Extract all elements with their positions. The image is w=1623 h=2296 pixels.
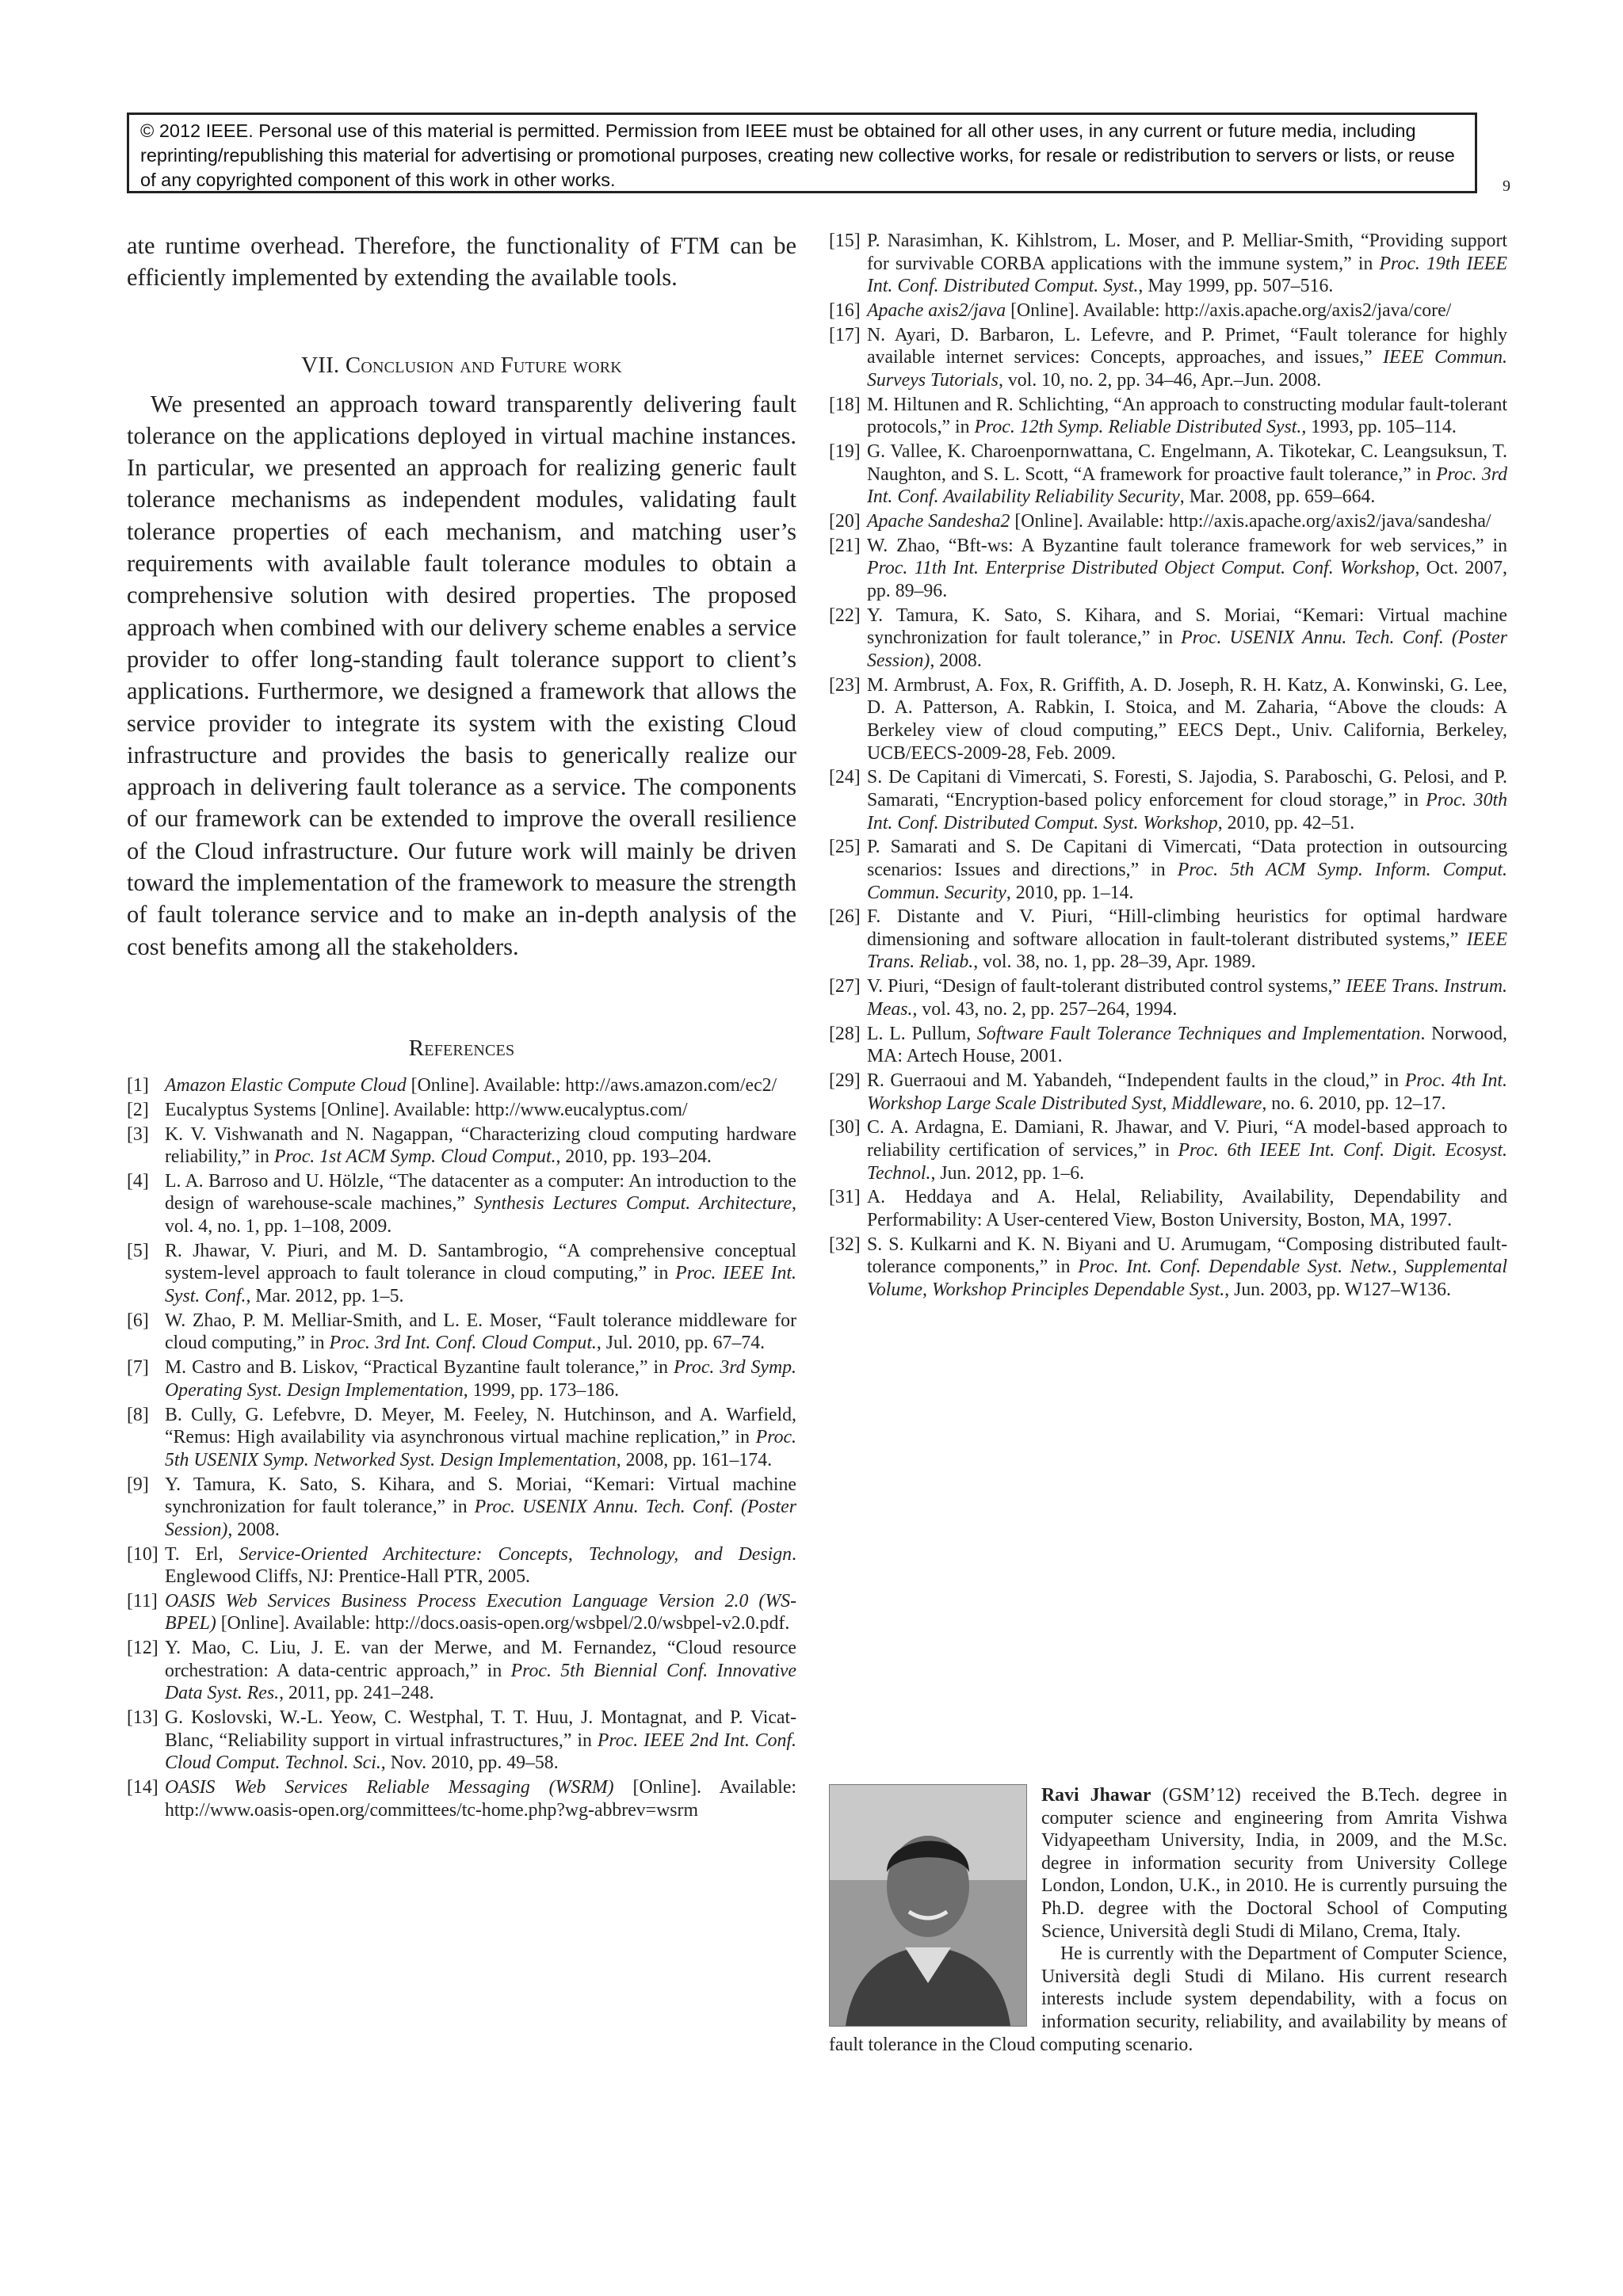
reference-segment: R. Jhawar, V. Piuri, and M. D. Santambrogio, “A comprehensive conceptual system-level approach to fault tolerance in cloud computing,” in bbox=[165, 1240, 796, 1284]
reference-item bbox=[127, 1170, 796, 1238]
reference-text bbox=[867, 441, 1507, 509]
reference-segment: L. L. Pullum, bbox=[867, 1023, 977, 1044]
reference-venue: Proc. USENIX Annu. Tech. Conf. (Poster Session) bbox=[867, 627, 1507, 671]
copyright-notice-text: © 2012 IEEE. Personal use of this material is permitted. Permission from IEEE must be obtained for all other uses, in any current or future media, including reprinting/republishing this material for advertising or promotional purposes, creating new collective works, for resale or redistribution to servers or lists, or reuse of any copyrighted component of this work in other works. bbox=[140, 120, 1455, 190]
reference-item bbox=[829, 1234, 1507, 1302]
reference-segment: G. Vallee, K. Charoenpornwattana, C. Engelmann, A. Tikotekar, C. Leangsuksun, T. Naughton, and S. L. Scott, “A framework for proactive fault tolerance,” in bbox=[867, 441, 1507, 485]
reference-text bbox=[165, 1099, 796, 1122]
conclusion-number: VII. bbox=[301, 352, 340, 378]
reference-text bbox=[867, 299, 1507, 322]
reference-segment: , May 1999, pp. 507–516. bbox=[1138, 276, 1334, 297]
reference-text bbox=[867, 766, 1507, 834]
reference-venue: Service-Oriented Architecture: Concepts, Technology, and Design bbox=[239, 1543, 792, 1565]
reference-item bbox=[829, 975, 1507, 1020]
reference-number: [32] bbox=[829, 1234, 861, 1255]
reference-item bbox=[829, 324, 1507, 392]
intro-paragraph: ate runtime overhead. Therefore, the functionality of FTM can be efficiently implemented by extending the available tools. bbox=[127, 232, 796, 292]
author-name: Ravi Jhawar bbox=[1041, 1785, 1151, 1806]
reference-venue: Proc. IEEE Int. Syst. Conf. bbox=[165, 1263, 796, 1307]
left-column bbox=[127, 230, 796, 1824]
reference-text bbox=[867, 1234, 1507, 1302]
reference-number: [19] bbox=[829, 441, 861, 463]
reference-segment: Eucalyptus Systems [Online]. Available: http://www.eucalyptus.com/ bbox=[165, 1099, 688, 1120]
reference-venue: OASIS Web Services Business Process Execution Language Version 2.0 (WS-BPEL) bbox=[165, 1590, 796, 1634]
reference-item bbox=[829, 1023, 1507, 1068]
reference-segment: M. Hiltunen and R. Schlichting, “An approach to constructing modular fault-tolerant protocols,” in bbox=[867, 394, 1507, 438]
reference-text bbox=[867, 975, 1507, 1020]
reference-text bbox=[867, 906, 1507, 974]
reference-venue: Proc. 5th USENIX Symp. Networked Syst. Design Implementation bbox=[165, 1427, 796, 1470]
reference-number: [7] bbox=[127, 1357, 149, 1379]
reference-venue: Proc. 6th IEEE Int. Conf. Digit. Ecosyst. Technol. bbox=[867, 1139, 1507, 1184]
reference-item bbox=[829, 510, 1507, 533]
reference-segment: , vol. 43, no. 2, pp. 257–264, 1994. bbox=[912, 998, 1178, 1020]
reference-number: [4] bbox=[127, 1170, 149, 1192]
reference-segment: , Jun. 2012, pp. 1–6. bbox=[930, 1162, 1085, 1184]
reference-text bbox=[867, 510, 1507, 533]
reference-number: [23] bbox=[829, 674, 861, 696]
reference-item bbox=[829, 535, 1507, 603]
reference-number: [15] bbox=[829, 231, 861, 251]
reference-text bbox=[867, 836, 1507, 904]
reference-item bbox=[829, 299, 1507, 322]
reference-number: [27] bbox=[829, 976, 861, 997]
reference-text bbox=[867, 394, 1507, 439]
reference-segment: M. Armbrust, A. Fox, R. Griffith, A. D. Joseph, R. H. Katz, A. Konwinski, G. Lee, D. A. Patterson, A. Rabkin, I. Stoica, and M. Zaharia, “Above the clouds: A Berkeley view of cloud computing,” EECS Dept., Univ. California, Berkeley, UCB/EECS-2009-28, Feb. 2009. bbox=[867, 674, 1507, 764]
reference-venue: Proc. 5th ACM Symp. Inform. Comput. Commun. Security bbox=[867, 859, 1507, 903]
reference-segment: , 2008. bbox=[930, 650, 982, 671]
reference-segment: K. V. Vishwanath and N. Nagappan, “Characterizing cloud computing hardware reliability,” in bbox=[165, 1123, 796, 1168]
reference-segment: A. Heddaya and A. Helal, Reliability, Availability, Dependability and Performability: A User-centered View, Boston University, Boston, MA, 1997. bbox=[867, 1187, 1507, 1230]
reference-segment: Y. Tamura, K. Sato, S. Kihara, and S. Moriai, “Kemari: Virtual machine synchronization for fault tolerance,” in bbox=[867, 605, 1507, 649]
bio-paragraph-1-text: (GSM’12) received the B.Tech. degree in computer science and engineering from Amrita Vishwa Vidyapeetham University, India, in 2009, and the M.Sc. degree in information security from University College London, London, U.K., in 2010. He is currently pursuing the Ph.D. degree with the Doctoral School of Computing Science, Università degli Studi di Milano, Crema, Italy. bbox=[1041, 1785, 1507, 1942]
reference-text bbox=[165, 1356, 796, 1402]
copyright-notice-box bbox=[127, 113, 1477, 193]
reference-number: [26] bbox=[829, 906, 861, 928]
reference-number: [2] bbox=[127, 1099, 149, 1120]
reference-venue: Amazon Elastic Compute Cloud bbox=[165, 1074, 407, 1096]
reference-venue: IEEE Trans. Instrum. Meas. bbox=[867, 976, 1507, 1020]
reference-item bbox=[127, 1776, 796, 1821]
reference-number: [6] bbox=[127, 1310, 149, 1331]
reference-text bbox=[165, 1404, 796, 1472]
right-column bbox=[829, 230, 1507, 1303]
reference-number: [24] bbox=[829, 767, 861, 788]
reference-segment: [Online]. Available: http://docs.oasis-open.org/wsbpel/2.0/wsbpel-v2.0.pdf. bbox=[216, 1613, 790, 1634]
reference-segment: N. Ayari, D. Barbaron, L. Lefevre, and P. Primet, “Fault tolerance for highly available internet services: Concepts, approaches, and issues,” bbox=[867, 324, 1507, 368]
reference-number: [5] bbox=[127, 1240, 149, 1261]
reference-item bbox=[127, 1474, 796, 1542]
reference-segment: [Online]. Available: http://aws.amazon.com/ec2/ bbox=[406, 1074, 777, 1096]
reference-segment: , 2010, pp. 193–204. bbox=[556, 1146, 712, 1168]
reference-item bbox=[127, 1637, 796, 1705]
reference-text bbox=[165, 1543, 796, 1589]
reference-segment: B. Cully, G. Lefebvre, D. Meyer, M. Feeley, N. Hutchinson, and A. Warfield, “Remus: High availability via asynchronous virtual machine replication,” in bbox=[165, 1404, 796, 1448]
reference-text bbox=[165, 1123, 796, 1169]
reference-item bbox=[127, 1099, 796, 1122]
reference-number: [13] bbox=[127, 1707, 158, 1729]
reference-number: [16] bbox=[829, 299, 861, 321]
reference-text bbox=[165, 1590, 796, 1635]
reference-item bbox=[829, 394, 1507, 439]
page-number: 9 bbox=[1503, 177, 1510, 195]
reference-segment: V. Piuri, “Design of fault-tolerant distributed control systems,” bbox=[867, 976, 1346, 997]
reference-segment: S. De Capitani di Vimercati, S. Foresti, S. Jajodia, S. Paraboschi, G. Pelosi, and P. Samarati, “Encryption-based policy enforcement for cloud storage,” in bbox=[867, 767, 1507, 810]
reference-segment: R. Guerraoui and M. Yabandeh, “Independent faults in the cloud,” in bbox=[867, 1070, 1405, 1091]
reference-number: [8] bbox=[127, 1404, 149, 1425]
reference-venue: Proc. USENIX Annu. Tech. Conf. (Poster Session) bbox=[165, 1497, 796, 1540]
reference-segment: Y. Mao, C. Liu, J. E. van der Merwe, and M. Fernandez, “Cloud resource orchestration: A data-centric approach,” in bbox=[165, 1638, 796, 1681]
reference-segment: , 1999, pp. 173–186. bbox=[463, 1379, 620, 1401]
reference-list-right bbox=[829, 230, 1507, 1302]
reference-segment: F. Distante and V. Piuri, “Hill-climbing heuristics for optimal hardware dimensioning and software allocation in fault-tolerant distributed systems,” bbox=[867, 906, 1507, 950]
reference-segment: , vol. 38, no. 1, pp. 28–39, Apr. 1989. bbox=[973, 952, 1256, 973]
reference-item bbox=[127, 1310, 796, 1355]
reference-number: [22] bbox=[829, 605, 861, 626]
reference-venue: Proc. 12th Symp. Reliable Distributed Syst. bbox=[974, 417, 1302, 438]
reference-segment: , 2011, pp. 241–248. bbox=[279, 1683, 434, 1704]
reference-number: [14] bbox=[127, 1777, 158, 1798]
reference-item bbox=[127, 1123, 796, 1169]
reference-venue: Proc. 4th Int. Workshop Large Scale Distributed Syst, Middleware bbox=[867, 1070, 1507, 1114]
reference-text bbox=[867, 674, 1507, 765]
references-title: References bbox=[408, 1035, 515, 1061]
reference-item bbox=[127, 1074, 796, 1097]
reference-text bbox=[867, 230, 1507, 298]
reference-number: [11] bbox=[127, 1590, 158, 1611]
reference-item bbox=[829, 1186, 1507, 1231]
reference-venue: Proc. 5th Biennial Conf. Innovative Data Syst. Res. bbox=[165, 1660, 796, 1704]
reference-item bbox=[829, 230, 1507, 298]
reference-item bbox=[829, 674, 1507, 765]
reference-venue: Proc. 11th Int. Enterprise Distributed Object Comput. Conf. Workshop bbox=[867, 558, 1415, 579]
reference-text bbox=[867, 324, 1507, 392]
reference-segment: , Jun. 2003, pp. W127–W136. bbox=[1224, 1279, 1451, 1300]
reference-segment: [Online]. Available: http://axis.apache.org/axis2/java/core/ bbox=[1006, 299, 1452, 321]
reference-venue: OASIS Web Services Reliable Messaging (WSRM) bbox=[165, 1777, 614, 1798]
reference-venue: IEEE Commun. Surveys Tutorials bbox=[867, 347, 1507, 391]
reference-item bbox=[829, 766, 1507, 834]
reference-venue: Proc. 3rd Symp. Operating Syst. Design Implementation bbox=[165, 1357, 797, 1401]
reference-segment: P. Narasimhan, K. Kihlstrom, L. Moser, and P. Melliar-Smith, “Providing support for survivable CORBA applications with the immune system,” in bbox=[867, 231, 1507, 274]
reference-segment: , no. 6. 2010, pp. 12–17. bbox=[1262, 1093, 1446, 1114]
reference-segment: , 2010, pp. 1–14. bbox=[1006, 882, 1134, 903]
reference-segment: , 2008, pp. 161–174. bbox=[616, 1449, 773, 1470]
reference-item bbox=[829, 1070, 1507, 1115]
reference-item bbox=[127, 1356, 796, 1402]
reference-segment: . Englewood Cliffs, NJ: Prentice-Hall PTR, 2005. bbox=[165, 1543, 796, 1588]
author-photo bbox=[829, 1784, 1027, 2027]
reference-segment: , Oct. 2007, pp. 89–96. bbox=[867, 558, 1507, 602]
reference-text bbox=[165, 1074, 796, 1097]
reference-text bbox=[867, 1023, 1507, 1068]
reference-venue: Proc. 3rd Int. Conf. Availability Reliability Security bbox=[867, 463, 1507, 508]
reference-item bbox=[829, 605, 1507, 673]
reference-segment: C. A. Ardagna, E. Damiani, R. Jhawar, and V. Piuri, “A model-based approach to reliability certification of services,” in bbox=[867, 1117, 1507, 1161]
reference-item bbox=[127, 1240, 796, 1308]
reference-list-left bbox=[127, 1074, 796, 1821]
reference-text bbox=[165, 1310, 796, 1355]
reference-venue: Synthesis Lectures Comput. Architecture bbox=[474, 1193, 792, 1215]
reference-venue: Apache Sandesha2 bbox=[867, 511, 1010, 532]
reference-text bbox=[165, 1707, 796, 1775]
reference-number: [28] bbox=[829, 1023, 861, 1044]
reference-segment: , 1993, pp. 105–114. bbox=[1301, 417, 1457, 438]
reference-number: [21] bbox=[829, 535, 861, 556]
reference-item bbox=[829, 906, 1507, 974]
bio-paragraph-2: He is currently with the Department of Computer Science, Università degli Studi di Milano. His current research interests include system dependability, with a focus on information security, reliability, and availability by means of fault tolerance in the Cloud computing scenario. bbox=[829, 1943, 1507, 2055]
reference-number: [31] bbox=[829, 1187, 861, 1208]
reference-number: [17] bbox=[829, 324, 861, 345]
reference-segment: [Online]. Available: http://axis.apache.org/axis2/java/sandesha/ bbox=[1010, 511, 1491, 532]
reference-number: [12] bbox=[127, 1638, 158, 1659]
reference-number: [25] bbox=[829, 837, 861, 858]
reference-segment: L. A. Barroso and U. Hölzle, “The datacenter as a computer: An introduction to the design of warehouse-scale machines,” bbox=[165, 1170, 796, 1215]
reference-item bbox=[127, 1590, 796, 1635]
reference-segment: , Mar. 2008, pp. 659–664. bbox=[1179, 486, 1376, 508]
references-heading bbox=[127, 1035, 796, 1062]
reference-number: [18] bbox=[829, 394, 861, 415]
author-biography bbox=[829, 1784, 1507, 2056]
reference-text bbox=[165, 1170, 796, 1238]
reference-item bbox=[127, 1543, 796, 1589]
conclusion-title: Conclusion and Future work bbox=[345, 352, 622, 378]
reference-segment: , 2010, pp. 42–51. bbox=[1217, 812, 1355, 833]
reference-number: [9] bbox=[127, 1474, 149, 1495]
reference-segment: , Jul. 2010, pp. 67–74. bbox=[596, 1333, 766, 1354]
reference-item bbox=[127, 1707, 796, 1775]
reference-segment: W. Zhao, “Bft-ws: A Byzantine fault tolerance framework for web services,” in bbox=[867, 535, 1507, 556]
reference-item bbox=[829, 441, 1507, 509]
reference-number: [3] bbox=[127, 1123, 149, 1145]
reference-number: [30] bbox=[829, 1117, 861, 1138]
reference-number: [29] bbox=[829, 1070, 861, 1091]
reference-item bbox=[829, 836, 1507, 904]
reference-segment: W. Zhao, P. M. Melliar-Smith, and L. E. Moser, “Fault tolerance middleware for cloud computing,” in bbox=[165, 1310, 796, 1354]
reference-text bbox=[867, 1116, 1507, 1184]
reference-segment: S. S. Kulkarni and K. N. Biyani and U. Arumugam, “Composing distributed fault-tolerance components,” in bbox=[867, 1234, 1507, 1278]
reference-text bbox=[867, 1070, 1507, 1115]
conclusion-heading bbox=[127, 353, 796, 379]
reference-venue: Proc. Int. Conf. Dependable Syst. Netw., Supplemental Volume, Workshop Principles Dependable Syst. bbox=[867, 1257, 1507, 1300]
reference-segment: Y. Tamura, K. Sato, S. Kihara, and S. Moriai, “Kemari: Virtual machine synchronization for fault tolerance,” in bbox=[165, 1474, 796, 1518]
reference-venue: IEEE Trans. Reliab. bbox=[867, 929, 1507, 973]
reference-segment: , 2008. bbox=[227, 1519, 280, 1540]
reference-segment: , Nov. 2010, pp. 49–58. bbox=[380, 1753, 559, 1774]
reference-text bbox=[867, 1186, 1507, 1231]
reference-text bbox=[165, 1474, 796, 1542]
reference-item bbox=[829, 1116, 1507, 1184]
reference-venue: Proc. 30th Int. Conf. Distributed Comput. Syst. Workshop bbox=[867, 789, 1507, 833]
reference-venue: Apache axis2/java bbox=[867, 299, 1006, 321]
reference-segment: , Mar. 2012, pp. 1–5. bbox=[246, 1286, 404, 1307]
reference-text bbox=[867, 605, 1507, 673]
reference-number: [10] bbox=[127, 1543, 158, 1565]
reference-venue: Proc. 3rd Int. Conf. Cloud Comput. bbox=[329, 1333, 597, 1354]
reference-segment: P. Samarati and S. De Capitani di Vimercati, “Data protection in outsourcing scenarios: Issues and directions,” in bbox=[867, 837, 1507, 880]
reference-text bbox=[165, 1240, 796, 1308]
reference-segment: [Online]. Available: http://www.oasis-open.org/committees/tc-home.php?wg-abbrev=wsrm bbox=[165, 1777, 797, 1821]
reference-number: [20] bbox=[829, 511, 861, 532]
reference-number: [1] bbox=[127, 1074, 149, 1096]
reference-text bbox=[165, 1637, 796, 1705]
reference-segment: M. Castro and B. Liskov, “Practical Byzantine fault tolerance,” in bbox=[165, 1357, 674, 1379]
reference-venue: Software Fault Tolerance Techniques and Implementation bbox=[976, 1023, 1421, 1044]
reference-segment: , vol. 10, no. 2, pp. 34–46, Apr.–Jun. 2008. bbox=[998, 369, 1322, 391]
reference-text bbox=[165, 1776, 796, 1821]
reference-segment: . Norwood, MA: Artech House, 2001. bbox=[867, 1023, 1507, 1067]
reference-venue: Proc. 19th IEEE Int. Conf. Distributed Comput. Syst. bbox=[867, 253, 1508, 297]
reference-text bbox=[867, 535, 1507, 603]
conclusion-paragraph: We presented an approach toward transparently delivering fault tolerance on the applications deployed in virtual machine instances. In particular, we presented an approach for realizing generic fault tolerance mechanisms as independent modules, validating fault tolerance properties of each mechanism, and matching user’s requirements with available fault tolerance modules to obtain a comprehensive solution with desired properties. The proposed approach when combined with our delivery scheme enables a service provider to offer long-standing fault tolerance support to client’s applications. Furthermore, we designed a framework that allows the service provider to integrate its system with the existing Cloud infrastructure and provides the basis to generically realize our approach in delivering fault tolerance as a service. The components of our framework can be extended to improve the overall resilience of the Cloud infrastructure. Our future work will mainly be driven toward the implementation of the framework to measure the strength of fault tolerance service and to make an in-depth analysis of the cost benefits among all the stakeholders. bbox=[127, 390, 796, 960]
reference-venue: Proc. IEEE 2nd Int. Conf. Cloud Comput. Technol. Sci. bbox=[165, 1730, 796, 1774]
reference-segment: T. Erl, bbox=[165, 1543, 239, 1565]
author-photo-silhouette bbox=[830, 1785, 1026, 2026]
reference-venue: Proc. 1st ACM Symp. Cloud Comput. bbox=[273, 1146, 556, 1168]
reference-segment: , vol. 4, no. 1, pp. 1–108, 2009. bbox=[165, 1193, 796, 1238]
reference-item bbox=[127, 1404, 796, 1472]
reference-segment: G. Koslovski, W.-L. Yeow, C. Westphal, T. T. Huu, J. Montagnat, and P. Vicat-Blanc, “Reliability support in virtual infrastructures,” in bbox=[165, 1707, 796, 1751]
